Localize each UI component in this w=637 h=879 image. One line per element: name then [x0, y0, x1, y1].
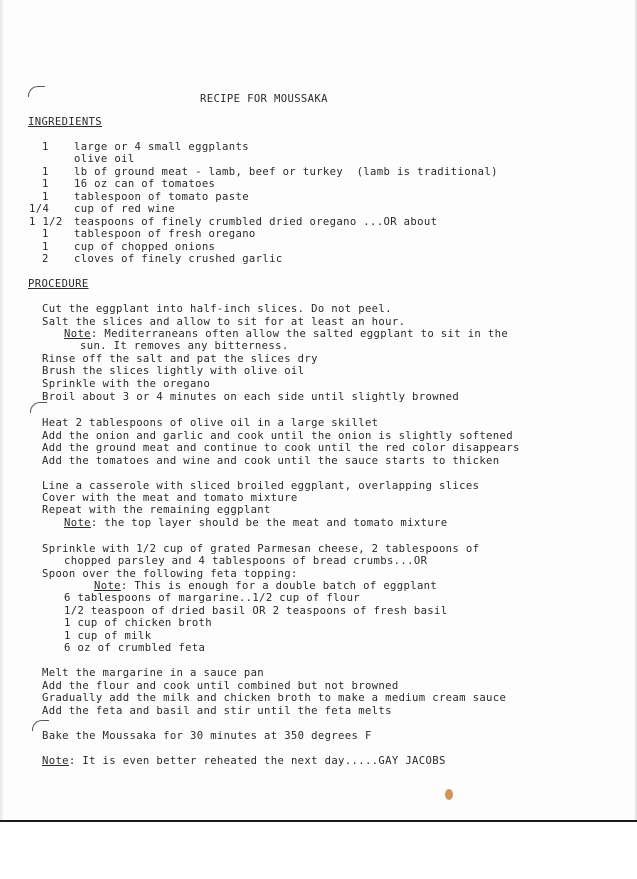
procedure-step: Brush the slices lightly with olive oil: [42, 365, 305, 377]
note-text: : the top layer should be the meat and tomato mixture: [90, 517, 448, 529]
ingredient-qty: 2: [42, 253, 49, 265]
scan-bottom-margin: [0, 820, 637, 879]
topping-ingredient: 6 tablespoons of margarine..1/2 cup of flour: [64, 592, 361, 604]
ingredient-qty: 1: [42, 141, 49, 153]
topping-ingredient: 1 cup of chicken broth: [64, 617, 213, 629]
procedure-step: Rinse off the salt and pat the slices dry: [42, 353, 318, 365]
hole-punch-mark-middle: [30, 402, 47, 413]
ingredient-text: tablespoon of fresh oregano: [74, 228, 256, 240]
procedure-step: Line a casserole with sliced broiled eggplant, overlapping slices: [42, 480, 480, 492]
page-left-edge: [0, 0, 4, 820]
note-text: : It is even better reheated the next day.....GAY JACOBS: [68, 755, 446, 767]
recipe-title: RECIPE FOR MOUSSAKA: [200, 93, 328, 105]
note-label: Note: [42, 755, 69, 767]
procedure-step: Gradually add the milk and chicken broth to make a medium cream sauce: [42, 692, 507, 704]
ingredient-text: large or 4 small eggplants: [74, 141, 249, 153]
procedure-note: [64, 517, 448, 529]
ingredient-text: cup of red wine: [74, 203, 175, 215]
procedure-step-continued: chopped parsley and 4 tablespoons of bread crumbs...OR: [64, 555, 428, 567]
topping-ingredient: 6 oz of crumbled feta: [64, 642, 206, 654]
ingredient-qty: 1/4: [29, 203, 50, 215]
ingredient-qty: 1: [42, 191, 49, 203]
ingredient-qty: 1 1/2: [29, 216, 63, 228]
procedure-step: Repeat with the remaining eggplant: [42, 504, 271, 516]
procedure-note: [64, 328, 508, 340]
procedure-step: Cover with the meat and tomato mixture: [42, 492, 298, 504]
ingredient-text: olive oil: [74, 153, 135, 165]
procedure-step: Cut the eggplant into half-inch slices. Do not peel.: [42, 303, 392, 315]
ingredient-qty: 1: [42, 228, 49, 240]
ingredient-qty: 1: [42, 178, 49, 190]
note-text: : This is enough for a double batch of eggplant: [120, 580, 438, 592]
procedure-step: Spoon over the following feta topping:: [42, 568, 298, 580]
topping-ingredient: 1 cup of milk: [64, 630, 152, 642]
procedure-step: Melt the margarine in a sauce pan: [42, 667, 265, 679]
procedure-note: [94, 580, 437, 592]
ingredient-qty: 1: [42, 166, 49, 178]
hole-punch-mark-top: [28, 86, 45, 97]
ingredient-text: cloves of finely crushed garlic: [74, 253, 283, 265]
ingredient-qty: 1: [42, 241, 49, 253]
ingredient-text: cup of chopped onions: [74, 241, 216, 253]
note-label: Note: [64, 517, 91, 529]
ingredient-text: lb of ground meat - lamb, beef or turkey (lamb is traditional): [74, 166, 498, 178]
note-text: : Mediterraneans often allow the salted eggplant to sit in the: [90, 328, 509, 340]
ingredients-heading: INGREDIENTS: [28, 116, 103, 128]
note-label: Note: [94, 580, 121, 592]
procedure-step: Add the tomatoes and wine and cook until the sauce starts to thicken: [42, 455, 500, 467]
procedure-step: Sprinkle with the oregano: [42, 378, 211, 390]
topping-ingredient: 1/2 teaspoon of dried basil OR 2 teaspoons of fresh basil: [64, 605, 448, 617]
procedure-step: Add the onion and garlic and cook until the onion is slightly softened: [42, 430, 513, 442]
ingredient-text: tablespoon of tomato paste: [74, 191, 249, 203]
procedure-step: Add the feta and basil and stir until the feta melts: [42, 705, 392, 717]
procedure-step: Add the ground meat and continue to cook until the red color disappears: [42, 442, 520, 454]
note-label: Note: [64, 328, 91, 340]
procedure-step: Sprinkle with 1/2 cup of grated Parmesan cheese, 2 tablespoons of: [42, 543, 480, 555]
procedure-step: Salt the slices and allow to sit for at least an hour.: [42, 316, 406, 328]
procedure-heading: PROCEDURE: [28, 278, 89, 290]
procedure-step: Broil about 3 or 4 minutes on each side until slightly browned: [42, 391, 460, 403]
bake-instruction: Bake the Moussaka for 30 minutes at 350 degrees F: [42, 730, 372, 742]
final-note: [42, 755, 446, 767]
ingredient-text: 16 oz can of tomatoes: [74, 178, 216, 190]
procedure-note-continued: sun. It removes any bitterness.: [80, 340, 289, 352]
ingredient-text: teaspoons of finely crumbled dried oregano ...OR about: [74, 216, 438, 228]
procedure-step: Add the flour and cook until combined but not browned: [42, 680, 399, 692]
stain-mark: [445, 789, 453, 800]
procedure-step: Heat 2 tablespoons of olive oil in a large skillet: [42, 417, 379, 429]
